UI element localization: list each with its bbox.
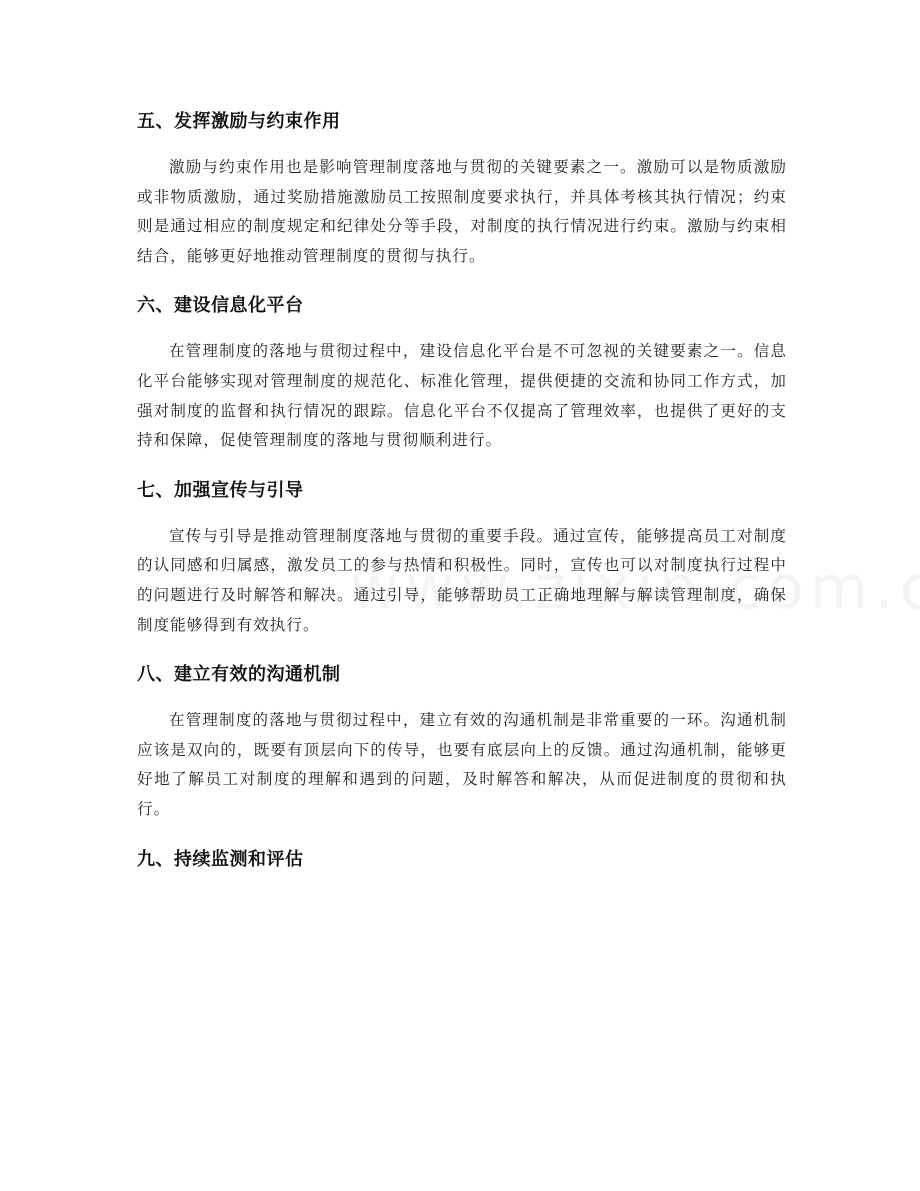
section-heading-6: 六、建设信息化平台	[137, 295, 304, 317]
section-heading-9: 九、持续监测和评估	[137, 848, 304, 870]
section-body-6: 在管理制度的落地与贯彻过程中，建设信息化平台是不可忽视的关键要素之一。信息化平台能够实现对管理制度的规范化、标准化管理，提供便捷的交流和协同工作方式，加强对制度的监督和执行情况的跟踪。信息化平台不仅提高了管理效率，也提供了更好的支持和保障，促使管理制度的落地与贯彻顺利进行。	[137, 342, 787, 450]
section-heading-8: 八、建立有效的沟通机制	[137, 664, 341, 686]
section-body-8: 在管理制度的落地与贯彻过程中，建立有效的沟通机制是非常重要的一环。沟通机制应该是双向的，既要有顶层向下的传导，也要有底层向上的反馈。通过沟通机制，能够更好地了解员工对制度的理解和遇到的问题，及时解答和解决，从而促进制度的贯彻和执行。	[137, 711, 787, 818]
section-body-7: 宣传与引导是推动管理制度落地与贯彻的重要手段。通过宣传，能够提高员工对制度的认同感和归属感，激发员工的参与热情和积极性。同时，宣传也可以对制度执行过程中的问题进行及时解答和解决。通过引导，能够帮助员工正确地理解与解读管理制度，确保制度能够得到有效执行。	[137, 526, 787, 634]
section-heading-5: 五、发挥激励与约束作用	[137, 111, 341, 132]
section-body-5: 激励与约束作用也是影响管理制度落地与贯彻的关键要素之一。激励可以是物质激励或非物质激励，通过奖励措施激励员工按照制度要求执行，并具体考核其执行情况；约束则是通过相应的制度规定和纪律处分等手段，对制度的执行情况进行约束。激励与约束相结合，能够更好地推动管理制度的贯彻与执行。	[137, 158, 787, 265]
section-heading-7: 七、加强宣传与引导	[137, 479, 304, 501]
document-content	[137, 108, 787, 874]
